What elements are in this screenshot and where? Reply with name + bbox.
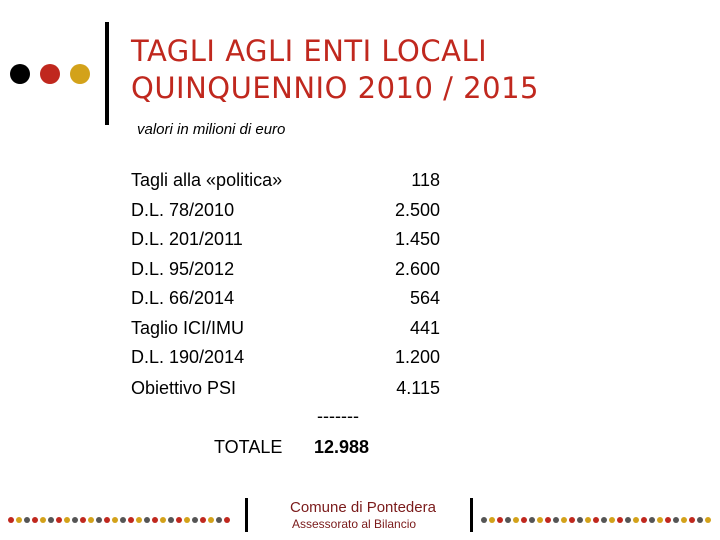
total-label: TOTALE — [214, 437, 283, 457]
row-label: Taglio ICI/IMU — [131, 318, 245, 338]
brand-name: Comune di Pontedera — [290, 499, 436, 516]
table-row — [131, 378, 440, 402]
row-label: D.L. 78/2010 — [131, 200, 235, 220]
table-row — [131, 200, 440, 224]
row-value: 564 — [409, 288, 440, 308]
footer-divider-left — [245, 498, 248, 532]
row-label: Obiettivo PSI — [131, 378, 237, 398]
page-title-line1: TAGLI AGLI ENTI LOCALI — [131, 34, 488, 68]
page-subtitle: valori in milioni di euro — [137, 121, 286, 138]
row-value: 441 — [409, 318, 440, 338]
table-row — [131, 288, 440, 312]
footer-divider-right — [470, 498, 473, 532]
footer-dots-left — [8, 511, 232, 519]
row-value: 4.115 — [396, 378, 440, 398]
decor-dot-black — [10, 64, 30, 84]
footer-dots-right — [481, 511, 713, 519]
table-row — [131, 318, 440, 342]
table-row — [131, 170, 440, 194]
row-label: D.L. 95/2012 — [131, 259, 235, 279]
row-value: 118 — [411, 170, 440, 190]
brand-subtitle: Assessorato al Bilancio — [292, 517, 417, 531]
row-value: 2.600 — [394, 259, 440, 279]
row-value: 1.200 — [394, 347, 440, 367]
total-separator: ------- — [317, 406, 359, 426]
row-value: 1.450 — [394, 229, 440, 249]
table-row — [131, 259, 440, 283]
row-label: Tagli alla «politica» — [131, 170, 283, 190]
page-title-line2: QUINQUENNIO 2010 / 2015 — [131, 71, 539, 105]
decor-dot-gold — [70, 64, 90, 84]
row-label: D.L. 190/2014 — [131, 347, 245, 367]
table-row — [131, 229, 440, 253]
row-value: 2.500 — [394, 200, 440, 220]
decor-dot-red — [40, 64, 60, 84]
row-label: D.L. 66/2014 — [131, 288, 235, 308]
total-value: 12.988 — [314, 437, 370, 457]
row-label: D.L. 201/2011 — [131, 229, 243, 249]
header-divider — [105, 22, 109, 125]
table-row — [131, 347, 440, 371]
